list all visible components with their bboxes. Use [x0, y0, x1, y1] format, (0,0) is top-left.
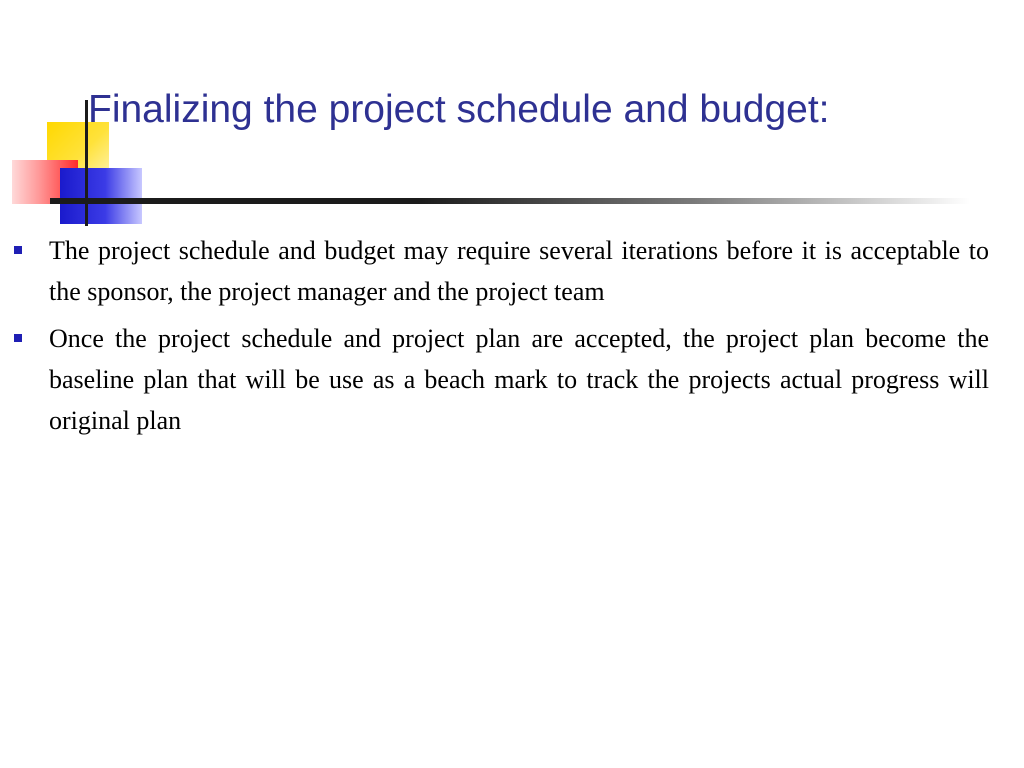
bullet-item — [14, 318, 989, 441]
bullet-list — [14, 230, 989, 447]
bullet-item — [14, 230, 989, 312]
square-bullet-icon — [14, 246, 22, 254]
bullet-text: The project schedule and budget may require several iterations before it is acceptable to the sponsor, the project manager and the project team — [49, 236, 989, 306]
bullet-text: Once the project schedule and project plan are accepted, the project plan become the baseline plan that will be use as a beach mark to track the projects actual progress will original plan — [49, 324, 989, 435]
square-bullet-icon — [14, 334, 22, 342]
blue-square — [60, 168, 142, 224]
title-underline-rule — [50, 198, 970, 204]
slide-title: Finalizing the project schedule and budget: — [88, 88, 830, 131]
